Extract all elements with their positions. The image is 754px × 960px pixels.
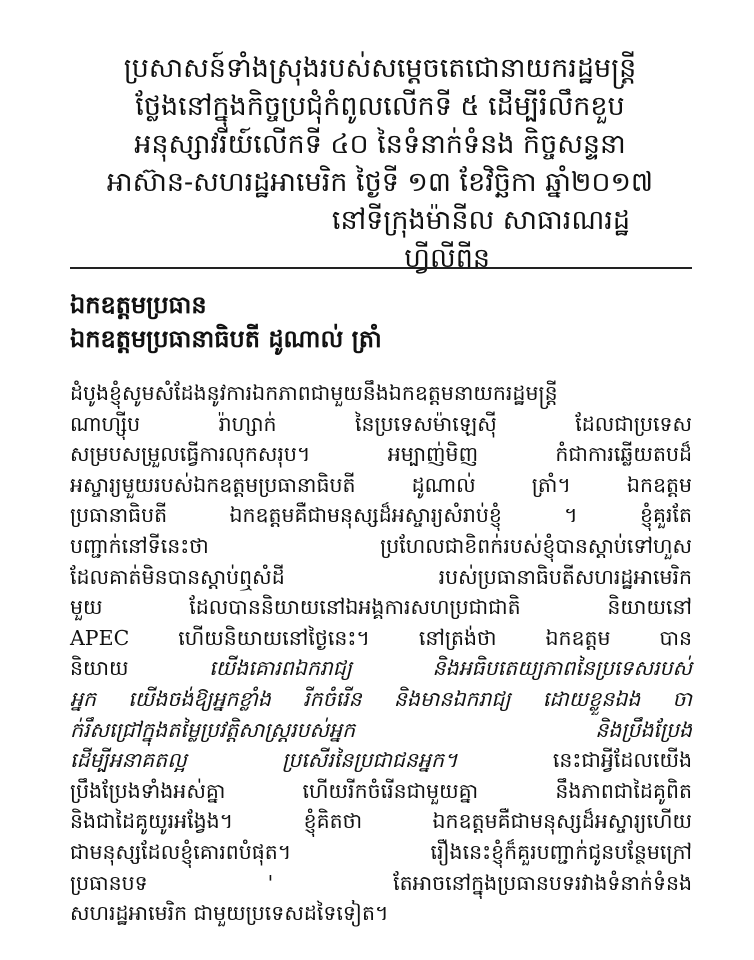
quote-text: យើងគោរពឯករាជ្យ និងអធិបតេយ្យភាពនៃប្រទេសរបស់	[209, 656, 692, 681]
body-line: ប្រធានាធិបតី ឯកឧត្ដមគឺជាមនុស្សដ៏អស្ចារ្យសំរាប់ខ្ញុំ ។ ខ្ញុំគួរតែ	[70, 503, 692, 528]
salutation-line: ឯកឧត្ដមប្រធានាធិបតី ដូណាល់ ត្រាំ	[70, 324, 382, 353]
body-line: មួយ ដែលបាននិយាយនៅឯអង្គការសហប្រជាជាតិ និយាយនៅ	[70, 595, 692, 620]
title-line: ហ្វីលីពីន	[404, 243, 490, 274]
body-line: បញ្ជាក់នៅទីនេះថា ប្រហែលជាខិពក់របស់ខ្ញុំបានស្ដាប់ទៅហួស	[70, 533, 692, 558]
body-line: ប្រធានបទ ' តែអាចនៅក្នុងប្រធានបទរវាងទំនាក់ទំនង	[70, 870, 692, 895]
title-line: អនុស្សាវរីយ៍លើកទី ៤០ នៃទំនាក់ទំនង កិច្ចសន្ទនា	[134, 129, 626, 160]
body-line	[70, 715, 692, 746]
title-line: នៅទីក្រុងម៉ានីល សាធារណរដ្ឋ	[331, 205, 630, 236]
body-text: នេះជាអ្វីដែលយើង	[457, 748, 692, 773]
body-line: សហរដ្ឋអាមេរិក ជាមួយប្រទេសដទៃទៀត។	[70, 901, 389, 926]
title-line: ថ្លែងនៅក្នុងកិច្ចប្រជុំកំពូលលើកទី ៥ ដើម្បីរំលឹកខួប	[135, 91, 625, 122]
title-line: ប្រសាសន៍ទាំងស្រុងរបស់សម្ដេចតេជោនាយករដ្ឋមន្ត្រី	[123, 53, 637, 84]
body-text: និយាយ	[70, 656, 210, 681]
salutation	[70, 288, 690, 356]
quote-text: ដើម្បីអនាគតល្អ ប្រសើរនៃប្រជាជនអ្នក។	[70, 748, 458, 773]
body-line: សម្របសម្រួលធ្វើការលុកសរុប។ អម្បាញ់មិញ កំជាការឆ្លើយតបដ៏	[70, 442, 692, 467]
body-line	[70, 745, 692, 776]
body-line	[70, 653, 692, 684]
body-line: និងជាដៃគូយូរអង្វែង។ ខ្ញុំគិតថា ឯកឧត្ដមគឺជាមនុស្សដ៏អស្ចារ្យហើយ	[70, 809, 692, 834]
body-line: ដំបូងខ្ញុំសូមសំដែងនូវការឯកភាពជាមួយនឹងឯកឧត្ដមនាយករដ្ឋមន្ត្រី	[70, 381, 558, 405]
body-line	[70, 684, 692, 715]
title-divider	[70, 267, 692, 269]
title-line: អាស៊ាន-សហរដ្ឋអាមេរិក ថ្ងៃទី ១៣ ខែវិច្ឆិកា ឆ្នាំ២០១៧	[106, 167, 654, 198]
body-line: ណាហ្ស៊ីប រ៉ាហ្សាក់ នៃប្រទេសម៉ាឡេស៊ី ដែលជាប្រទេស	[70, 411, 692, 436]
body-line: ដែលគាត់មិនបានស្ដាប់ឮសំដី របស់ប្រធានាធិបតីសហរដ្ឋអាមេរិក	[70, 564, 692, 589]
document-title	[70, 50, 690, 278]
quote-text: ក់រឹសជ្រៅក្នុងតម្លៃប្រវត្តិសាស្រ្តរបស់អ្នក និងប្រឹងប្រែង	[70, 717, 692, 742]
salutation-line: ឯកឧត្ដមប្រធាន	[70, 290, 207, 319]
quote-text: អ្នក យើងចង់ឱ្យអ្នកខ្លាំង រីកចំរើន និងមានឯករាជ្យ ដោយខ្លួនឯង ចា	[70, 686, 692, 711]
body-line: ប្រឹងប្រែងទាំងអស់គ្នា ហើយរីកចំរើនជាមួយគ្នា នឹងភាពជាដៃគូពិត	[70, 778, 692, 803]
body-line: APEC ហើយនិយាយនៅថ្ងៃនេះ។ នៅត្រង់ថា ឯកឧត្ដម បាន	[70, 625, 692, 650]
body-line: ជាមនុស្សដែលខ្ញុំគោរពបំផុត។ រឿងនេះខ្ញុំក៏គួរបញ្ជាក់ជូនបន្ថែមក្រៅ	[70, 839, 692, 864]
body-paragraph	[70, 378, 692, 929]
body-line: អស្ចារ្យមួយរបស់ឯកឧត្ដមប្រធានាធិបតី ដូណាល់ ត្រាំ។ ឯកឧត្ដម	[70, 472, 692, 497]
